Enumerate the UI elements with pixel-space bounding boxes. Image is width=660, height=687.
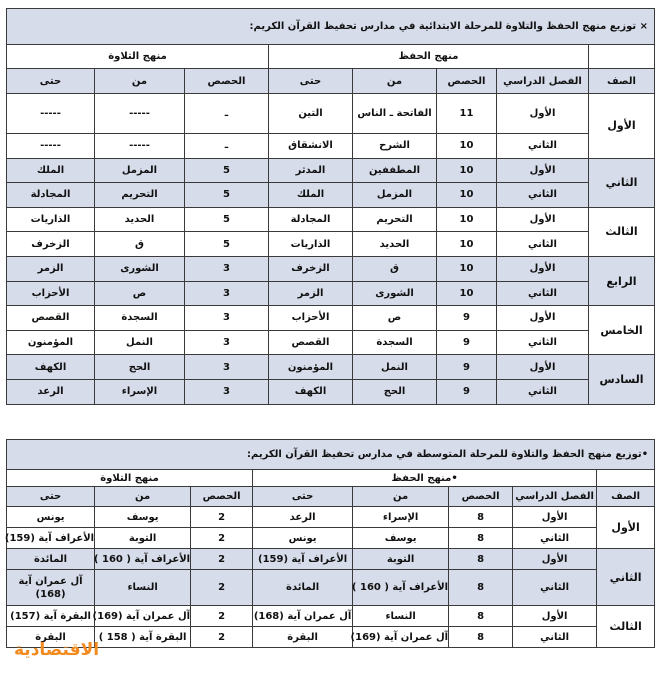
semester-cell: الثاني [497,232,589,257]
r-from-cell: السجدة [95,306,185,331]
r-from-cell: المزمل [95,158,185,183]
m-to-cell: يونس [253,528,353,549]
semester-cell: الأول [513,606,597,627]
m-from-cell: الشرح [353,134,437,159]
primary-stage-table-container [6,8,654,405]
col-r-periods: الحصص [191,487,253,507]
table-row [7,549,655,570]
r-periods-cell: 2 [191,627,253,648]
r-periods-cell: 3 [185,355,269,380]
col-r-periods: الحصص [185,69,269,94]
table-title: × توزيع منهج الحفظ والتلاوة للمرحلة الابتدائية في مدارس تحفيظ القرآن الكريم: [7,9,655,45]
table-title: •توزيع منهج الحفظ والتلاوة للمرحلة المتوسطة في مدارس تحفيظ القرآن الكريم: [7,440,655,470]
primary-stage-table [6,8,655,405]
intermediate-stage-table [6,439,655,648]
m-from-cell: ق [353,256,437,281]
m-to-cell: المجادلة [269,207,353,232]
grade-cell: الثاني [589,158,655,207]
m-to-cell: الذاريات [269,232,353,257]
col-r-to: حتى [7,69,95,94]
r-from-cell: الحديد [95,207,185,232]
col-semester: الفصل الدراسي [497,69,589,94]
table-row [7,207,655,232]
m-periods-cell: 9 [437,330,497,355]
semester-cell: الثاني [513,528,597,549]
m-from-cell: الفاتحة ـ الناس [353,94,437,134]
m-periods-cell: 8 [449,507,513,528]
col-grade: الصف [597,487,655,507]
m-to-cell: الكهف [269,379,353,404]
semester-cell: الأول [513,549,597,570]
r-from-cell: آل عمران آية (169) [95,606,191,627]
r-periods-cell: 3 [185,306,269,331]
grade-cell: الأول [597,507,655,549]
watermark-logo: الاقتصادية [14,640,100,660]
grade-cell: الثاني [597,549,655,606]
r-from-cell: ----- [95,94,185,134]
m-to-cell: القصص [269,330,353,355]
m-from-cell: الحج [353,379,437,404]
table-row [7,306,655,331]
m-periods-cell: 10 [437,232,497,257]
r-from-cell: الحج [95,355,185,380]
r-periods-cell: ـ [185,94,269,134]
m-to-cell: الزمر [269,281,353,306]
r-from-cell: النمل [95,330,185,355]
r-to-cell: الرعد [7,379,95,404]
m-to-cell: المائدة [253,570,353,606]
recitation-header: منهج التلاوة [7,45,269,69]
m-to-cell: المدثر [269,158,353,183]
col-grade: الصف [589,69,655,94]
col-m-periods: الحصص [449,487,513,507]
col-m-to: حتى [269,69,353,94]
m-to-cell: التين [269,94,353,134]
col-m-from: من [353,487,449,507]
m-to-cell: الأعراف آية (159) [253,549,353,570]
r-from-cell: الشورى [95,256,185,281]
semester-cell: الأول [513,507,597,528]
r-periods-cell: 2 [191,606,253,627]
r-to-cell: المائدة [7,549,95,570]
table-row [7,570,655,606]
r-periods-cell: ـ [185,134,269,159]
semester-cell: الثاني [513,570,597,606]
m-from-cell: ص [353,306,437,331]
table-row [7,134,655,159]
r-to-cell: آل عمران آية (168) [7,570,95,606]
m-from-cell: النمل [353,355,437,380]
m-periods-cell: 9 [437,379,497,404]
m-from-cell: السجدة [353,330,437,355]
m-to-cell: البقرة [253,627,353,648]
grade-cell: الخامس [589,306,655,355]
r-periods-cell: 3 [185,330,269,355]
r-periods-cell: 2 [191,507,253,528]
m-periods-cell: 8 [449,549,513,570]
m-from-cell: النساء [353,606,449,627]
semester-cell: الثاني [497,281,589,306]
r-from-cell: يوسف [95,507,191,528]
table-row [7,627,655,648]
r-from-cell: البقرة آية ( 158 ) [95,627,191,648]
corner-cell [589,45,655,69]
r-to-cell: المؤمنون [7,330,95,355]
m-from-cell: المزمل [353,183,437,208]
r-from-cell: الأعراف آية ( 160 ) [95,549,191,570]
m-from-cell: التوبة [353,549,449,570]
r-periods-cell: 3 [185,379,269,404]
r-from-cell: التوبة [95,528,191,549]
table-row [7,183,655,208]
semester-cell: الأول [497,306,589,331]
m-periods-cell: 9 [437,355,497,380]
grade-cell: الثالث [597,606,655,648]
r-to-cell: الذاريات [7,207,95,232]
r-periods-cell: 5 [185,158,269,183]
table-row [7,256,655,281]
r-periods-cell: 5 [185,207,269,232]
m-periods-cell: 10 [437,256,497,281]
m-to-cell: الأحزاب [269,306,353,331]
m-periods-cell: 9 [437,306,497,331]
r-from-cell: النساء [95,570,191,606]
m-periods-cell: 10 [437,183,497,208]
r-periods-cell: 2 [191,528,253,549]
m-from-cell: التحريم [353,207,437,232]
r-to-cell: المجادلة [7,183,95,208]
r-to-cell: ----- [7,94,95,134]
r-periods-cell: 2 [191,570,253,606]
grade-cell: السادس [589,355,655,404]
r-periods-cell: 3 [185,256,269,281]
r-to-cell: البقرة آية (157) [7,606,95,627]
table-row [7,355,655,380]
grade-cell: الثالث [589,207,655,256]
r-from-cell: ص [95,281,185,306]
memorization-header: منهج الحفظ [269,45,589,69]
m-to-cell: آل عمران آية (168) [253,606,353,627]
m-to-cell: الانشقاق [269,134,353,159]
m-periods-cell: 10 [437,281,497,306]
m-from-cell: الأعراف آية ( 160 ) [353,570,449,606]
recitation-header: منهج التلاوة [7,470,253,487]
m-from-cell: الشورى [353,281,437,306]
col-r-to: حتى [7,487,95,507]
r-from-cell: ق [95,232,185,257]
m-from-cell: آل عمران آية (169) [353,627,449,648]
m-from-cell: يوسف [353,528,449,549]
table-row [7,330,655,355]
m-to-cell: الزخرف [269,256,353,281]
semester-cell: الأول [497,207,589,232]
m-periods-cell: 8 [449,528,513,549]
m-periods-cell: 8 [449,570,513,606]
r-to-cell: الأعراف آية (159) [7,528,95,549]
m-from-cell: الإسراء [353,507,449,528]
m-to-cell: الرعد [253,507,353,528]
r-to-cell: ----- [7,134,95,159]
r-to-cell: الكهف [7,355,95,380]
col-r-from: من [95,69,185,94]
col-r-from: من [95,487,191,507]
r-from-cell: ----- [95,134,185,159]
col-m-periods: الحصص [437,69,497,94]
semester-cell: الثاني [513,627,597,648]
grade-cell: الأول [589,94,655,159]
intermediate-stage-table-container [6,439,654,648]
r-to-cell: البقرة [7,627,95,648]
r-from-cell: التحريم [95,183,185,208]
semester-cell: الثاني [497,183,589,208]
r-periods-cell: 5 [185,183,269,208]
m-from-cell: الحديد [353,232,437,257]
m-periods-cell: 10 [437,134,497,159]
m-to-cell: المؤمنون [269,355,353,380]
col-m-from: من [353,69,437,94]
m-to-cell: الملك [269,183,353,208]
col-semester: الفصل الدراسي [513,487,597,507]
r-periods-cell: 2 [191,549,253,570]
grade-cell: الرابع [589,256,655,305]
r-to-cell: الزخرف [7,232,95,257]
semester-cell: الثاني [497,330,589,355]
m-periods-cell: 10 [437,158,497,183]
m-periods-cell: 11 [437,94,497,134]
semester-cell: الأول [497,158,589,183]
r-to-cell: الملك [7,158,95,183]
table-row [7,379,655,404]
col-m-to: حتى [253,487,353,507]
memorization-header: •منهج الحفظ [253,470,597,487]
m-from-cell: المطففين [353,158,437,183]
semester-cell: الأول [497,355,589,380]
r-periods-cell: 3 [185,281,269,306]
semester-cell: الأول [497,256,589,281]
r-to-cell: الأحزاب [7,281,95,306]
corner-cell [597,470,655,487]
table-row [7,507,655,528]
semester-cell: الثاني [497,379,589,404]
r-to-cell: يونس [7,507,95,528]
r-periods-cell: 5 [185,232,269,257]
table-row [7,94,655,134]
r-to-cell: القصص [7,306,95,331]
table-row [7,158,655,183]
m-periods-cell: 10 [437,207,497,232]
m-periods-cell: 8 [449,627,513,648]
r-from-cell: الإسراء [95,379,185,404]
table-row [7,232,655,257]
semester-cell: الأول [497,94,589,134]
table-row [7,528,655,549]
table-row [7,606,655,627]
table-row [7,281,655,306]
m-periods-cell: 8 [449,606,513,627]
r-to-cell: الزمر [7,256,95,281]
semester-cell: الثاني [497,134,589,159]
